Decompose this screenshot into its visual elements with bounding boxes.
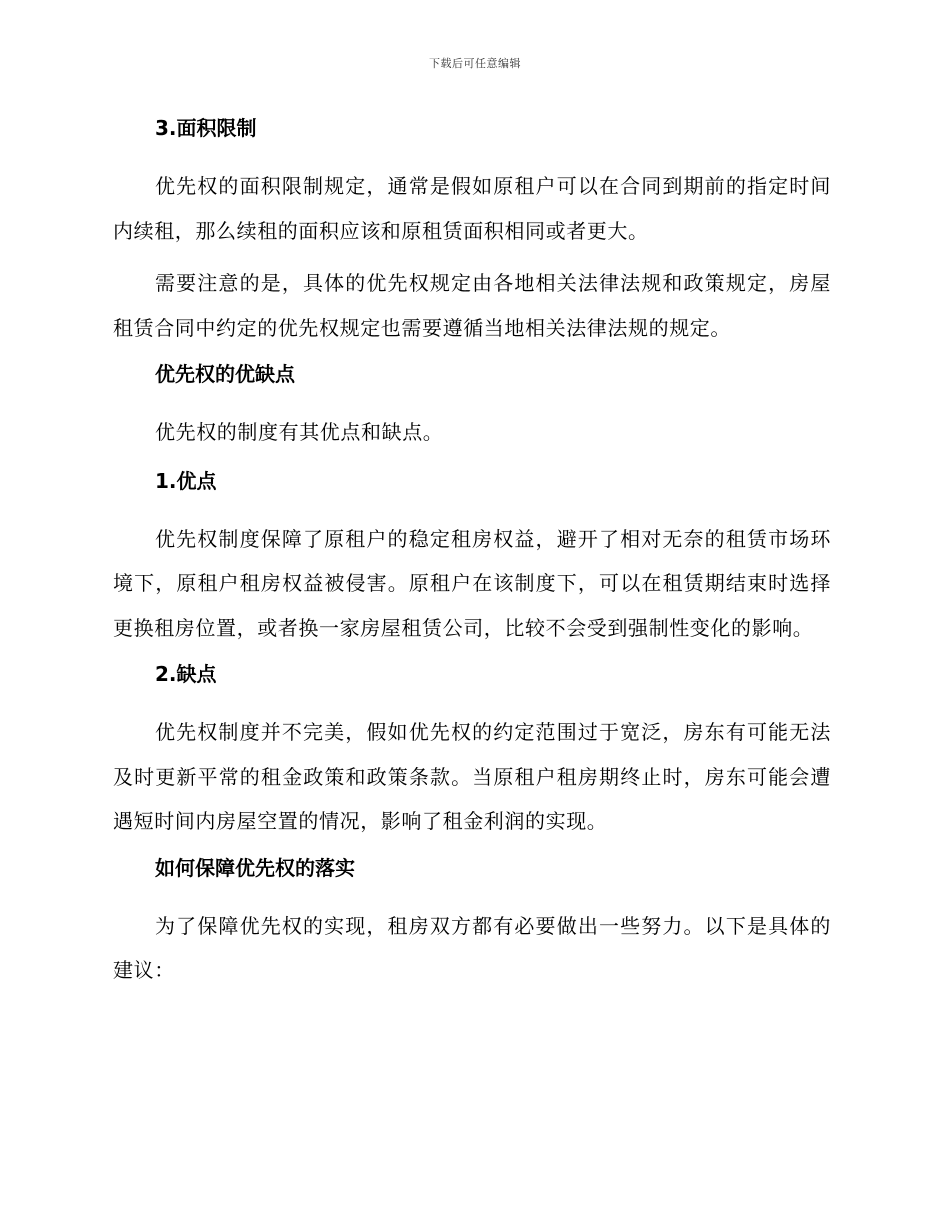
section-heading-advantages: 1.优点 xyxy=(155,468,217,493)
paragraph-area-limit-rule: 优先权的面积限制规定，通常是假如原租户可以在合同到期前的指定时间内续租，那么续租的面积应该和原租赁面积相同或者更大。 xyxy=(113,174,831,243)
paragraph-ensure-priority: 为了保障优先权的实现，租房双方都有必要做出一些努力。以下是具体的建议： xyxy=(113,913,831,982)
paragraph-pros-cons-intro: 优先权的制度有其优点和缺点。 xyxy=(155,420,444,444)
section-heading-disadvantages: 2.缺点 xyxy=(155,662,217,686)
section-heading-pros-cons: 优先权的优缺点 xyxy=(155,362,295,386)
document-body xyxy=(113,112,831,1001)
paragraph-legal-note: 需要注意的是，具体的优先权规定由各地相关法律法规和政策规定，房屋租赁合同中约定的优先权规定也需要遵循当地相关法律法规的规定。 xyxy=(113,271,831,340)
section-heading-area-limit: 3.面积限制 xyxy=(155,116,257,140)
paragraph-disadvantages: 优先权制度并不完美，假如优先权的约定范围过于宽泛，房东有可能无法及时更新平常的租金政策和政策条款。当原租户租房期终止时，房东可能会遭遇短时间内房屋空置的情况，影响了租金利润的实现。 xyxy=(113,720,831,833)
header-note: 下载后可任意编辑 xyxy=(429,57,521,70)
section-heading-ensure-priority: 如何保障优先权的落实 xyxy=(155,855,355,880)
paragraph-advantages: 优先权制度保障了原租户的稳定租房权益，避开了相对无奈的租赁市场环境下，原租户租房权益被侵害。原租户在该制度下，可以在租赁期结束时选择更换租房位置，或者换一家房屋租赁公司，比较不会受到强制性变化的影响。 xyxy=(113,526,831,640)
